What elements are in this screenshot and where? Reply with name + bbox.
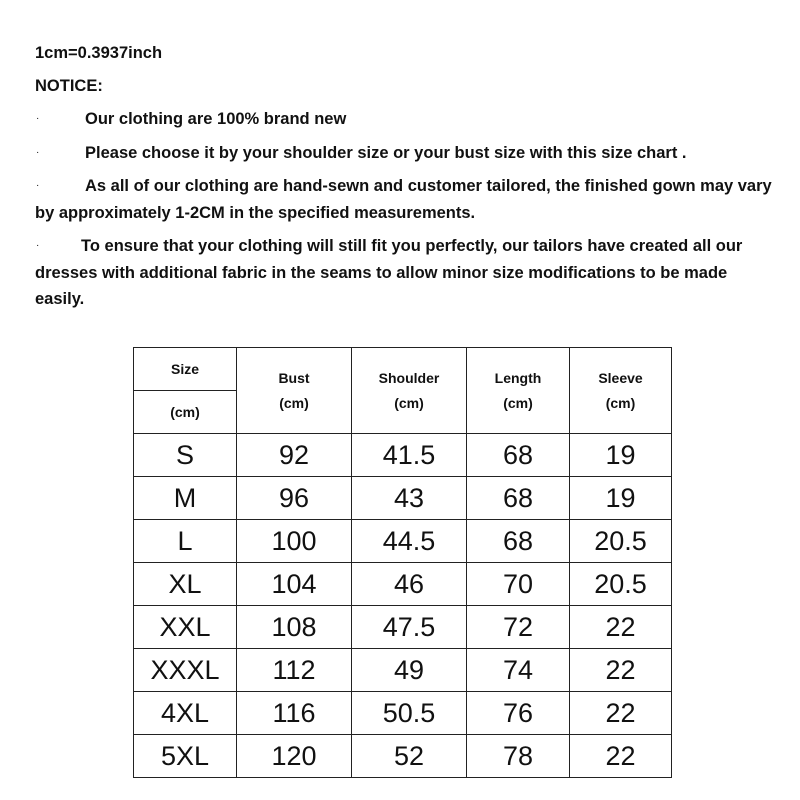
header-bust — [237, 348, 352, 434]
unit-conversion: 1cm=0.3937inch — [35, 44, 163, 62]
cell-length: 68 — [467, 520, 570, 563]
cell-bust: 112 — [237, 649, 352, 692]
cell-shoulder: 47.5 — [352, 606, 467, 649]
cell-sleeve: 20.5 — [570, 563, 672, 606]
table-row — [134, 477, 672, 520]
notice-title: NOTICE: — [35, 77, 103, 95]
table-row — [134, 520, 672, 563]
cell-sleeve: 22 — [570, 692, 672, 735]
header-size-label: Size — [134, 348, 237, 391]
header-unit: (cm) — [605, 394, 636, 411]
notice-item-text: To ensure that your clothing will still fit you perfectly, our tailors have created all our dresses with additional fabric in the seams to allow minor size modifications to be made easily. — [35, 237, 743, 308]
table-row — [134, 692, 672, 735]
header-label: Sleeve — [598, 369, 643, 386]
cell-bust: 92 — [237, 434, 352, 477]
cell-size: 4XL — [134, 692, 237, 735]
cell-sleeve: 19 — [570, 477, 672, 520]
table-row — [134, 563, 672, 606]
header-size-unit: (cm) — [134, 391, 237, 434]
cell-length: 76 — [467, 692, 570, 735]
cell-length: 74 — [467, 649, 570, 692]
header-shoulder — [352, 348, 467, 434]
cell-sleeve: 19 — [570, 434, 672, 477]
notice-item — [35, 233, 775, 313]
cell-length: 68 — [467, 434, 570, 477]
cell-sleeve: 22 — [570, 606, 672, 649]
cell-size: S — [134, 434, 237, 477]
notice-item — [35, 173, 775, 226]
notice-item — [35, 140, 775, 167]
cell-bust: 100 — [237, 520, 352, 563]
notice-item-text: Our clothing are 100% brand new — [85, 110, 347, 128]
header-unit: (cm) — [394, 394, 424, 411]
notice-block — [35, 40, 775, 313]
table-row — [134, 649, 672, 692]
bullet-dot-icon: · — [36, 113, 40, 124]
cell-size: XL — [134, 563, 237, 606]
cell-shoulder: 52 — [352, 735, 467, 778]
table-row — [134, 434, 672, 477]
cell-length: 68 — [467, 477, 570, 520]
cell-sleeve: 22 — [570, 735, 672, 778]
cell-bust: 96 — [237, 477, 352, 520]
cell-size: L — [134, 520, 237, 563]
table-header-row — [134, 348, 672, 391]
size-chart-table — [133, 347, 672, 778]
cell-size: M — [134, 477, 237, 520]
cell-size: XXL — [134, 606, 237, 649]
cell-length: 72 — [467, 606, 570, 649]
cell-sleeve: 20.5 — [570, 520, 672, 563]
cell-shoulder: 41.5 — [352, 434, 467, 477]
cell-size: XXXL — [134, 649, 237, 692]
cell-shoulder: 50.5 — [352, 692, 467, 735]
table-row — [134, 735, 672, 778]
header-label: Length — [494, 369, 542, 386]
header-unit: (cm) — [279, 394, 309, 411]
header-label: Shoulder — [378, 369, 440, 386]
cell-shoulder: 49 — [352, 649, 467, 692]
cell-sleeve: 22 — [570, 649, 672, 692]
notice-item — [35, 106, 775, 133]
cell-bust: 104 — [237, 563, 352, 606]
header-unit: (cm) — [503, 394, 533, 411]
notice-item-text: As all of our clothing are hand-sewn and customer tailored, the finished gown may vary by approximately 1-2CM in the specified measurements. — [35, 177, 772, 222]
cell-shoulder: 46 — [352, 563, 467, 606]
cell-bust: 108 — [237, 606, 352, 649]
bullet-dot-icon: · — [36, 180, 40, 191]
bullet-dot-icon: · — [36, 146, 40, 158]
cell-size: 5XL — [134, 735, 237, 778]
cell-bust: 120 — [237, 735, 352, 778]
header-length — [467, 348, 570, 434]
bullet-dot-icon: · — [36, 240, 40, 251]
cell-bust: 116 — [237, 692, 352, 735]
table-row — [134, 606, 672, 649]
cell-shoulder: 43 — [352, 477, 467, 520]
header-sleeve — [570, 348, 672, 434]
cell-length: 78 — [467, 735, 570, 778]
header-label: Bust — [278, 369, 310, 386]
cell-length: 70 — [467, 563, 570, 606]
notice-item-text: Please choose it by your shoulder size or your bust size with this size chart . — [85, 143, 687, 162]
cell-shoulder: 44.5 — [352, 520, 467, 563]
